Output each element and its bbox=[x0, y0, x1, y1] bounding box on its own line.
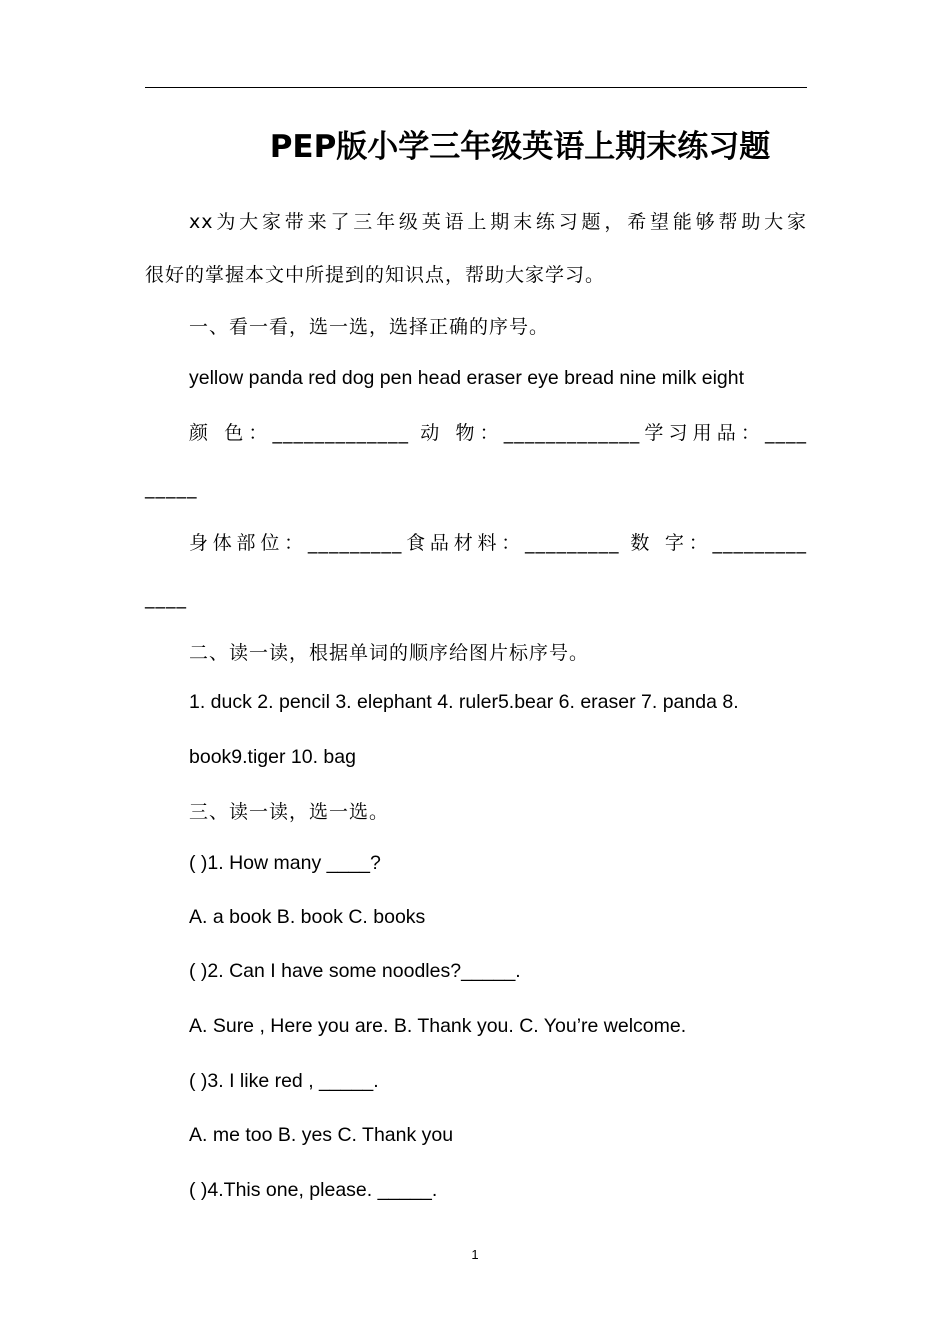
category-row-1: 颜 色：_____________ 动 物：_____________学习用品：____ bbox=[189, 422, 807, 444]
header-rule bbox=[145, 87, 807, 88]
intro-line-1: xx为大家带来了三年级英语上期末练习题，希望能够帮助大家 bbox=[189, 211, 807, 233]
question-2: ( )2. Can I have some noodles?_____. bbox=[189, 960, 521, 982]
section-1-heading: 一、看一看，选一选，选择正确的序号。 bbox=[189, 316, 550, 338]
section-3-heading: 三、读一读，选一选。 bbox=[189, 801, 390, 823]
category-row-2-continued: ____ bbox=[145, 587, 187, 609]
word-bank: yellow panda red dog pen head eraser eye bread nine milk eight bbox=[189, 367, 745, 389]
question-4: ( )4.This one, please. _____. bbox=[189, 1179, 438, 1201]
question-1: ( )1. How many ____? bbox=[189, 852, 381, 874]
question-2-options: A. Sure , Here you are. B. Thank you. C. You’re welcome. bbox=[189, 1015, 687, 1037]
question-3-options: A. me too B. yes C. Thank you bbox=[189, 1124, 454, 1146]
section-2-heading: 二、读一读，根据单词的顺序给图片标序号。 bbox=[189, 642, 590, 664]
intro-line-2: 很好的掌握本文中所提到的知识点，帮助大家学习。 bbox=[145, 264, 606, 286]
question-1-options: A. a book B. book C. books bbox=[189, 906, 426, 928]
category-row-2: 身体部位：_________食品材料：_________ 数 字：_________ bbox=[189, 532, 807, 554]
question-3: ( )3. I like red , _____. bbox=[189, 1070, 379, 1092]
category-row-1-continued: _____ bbox=[145, 477, 198, 499]
word-list-line-2: book9.tiger 10. bag bbox=[189, 746, 356, 768]
page-title: PEP版小学三年级英语上期末练习题 bbox=[269, 129, 771, 165]
word-list-line-1: 1. duck 2. pencil 3. elephant 4. ruler5.bear 6. eraser 7. panda 8. bbox=[189, 691, 739, 713]
page-number: 1 bbox=[471, 1247, 479, 1262]
